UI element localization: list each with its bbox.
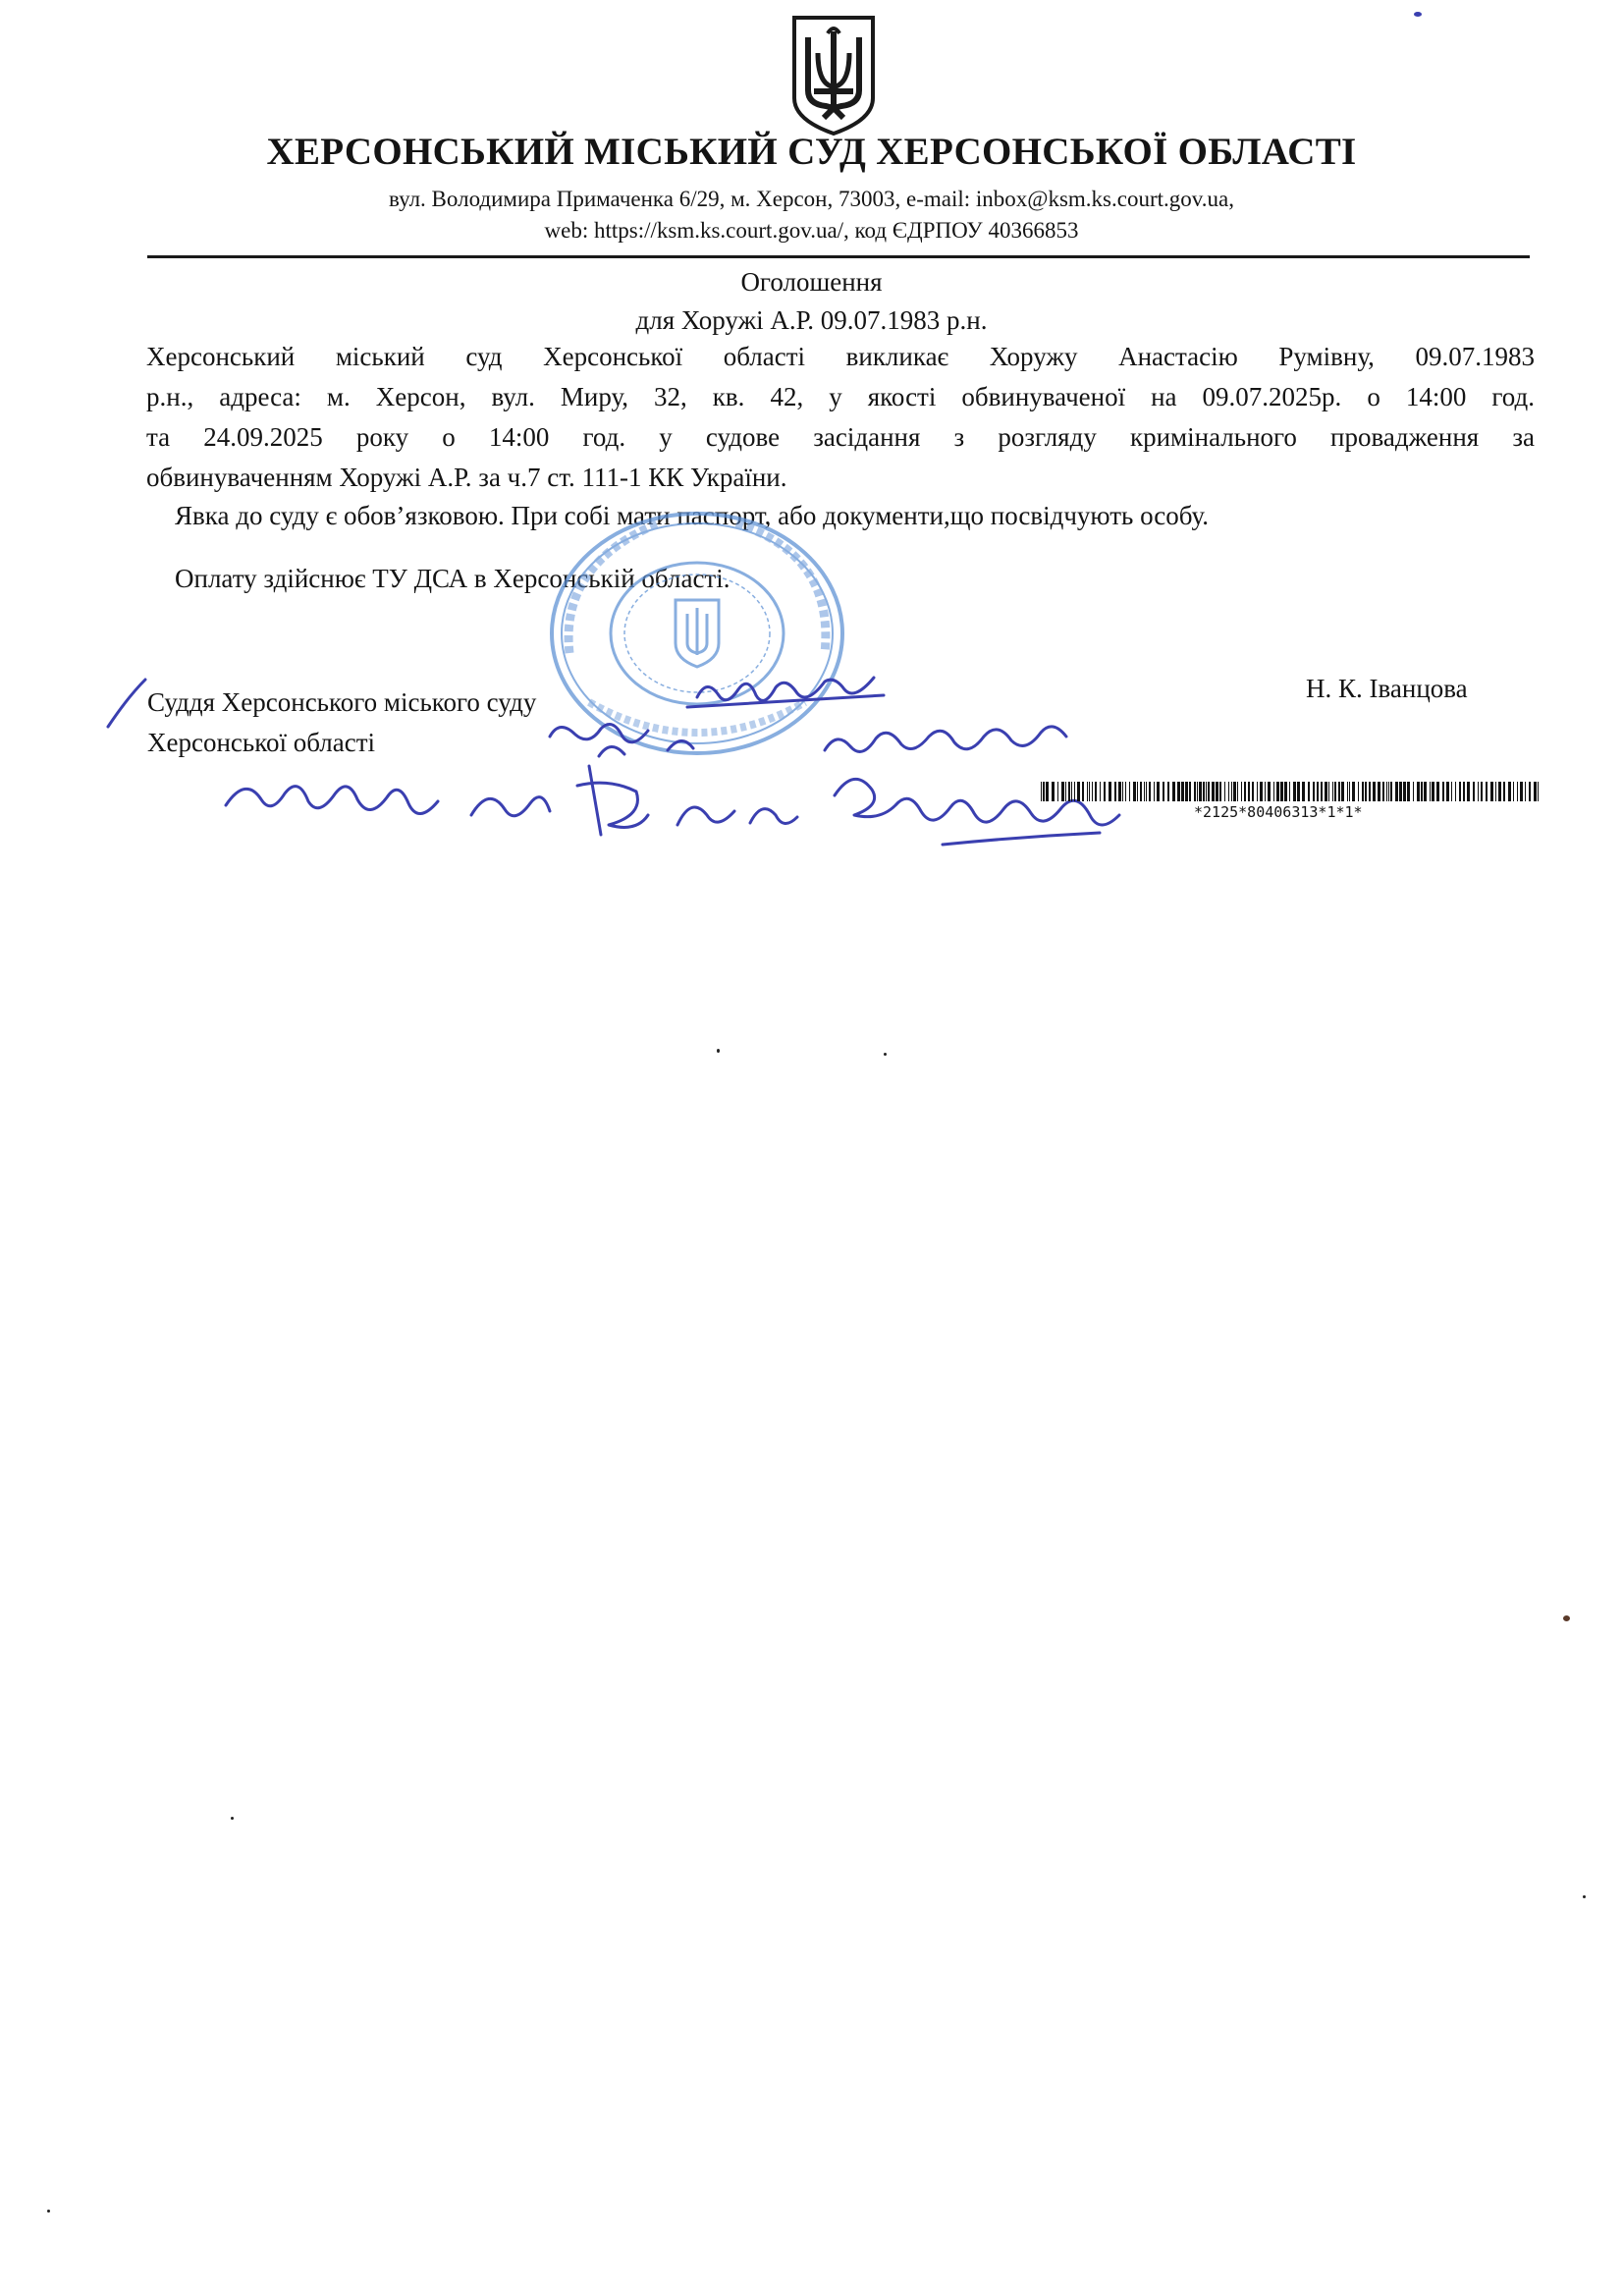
barcode-bar bbox=[1154, 782, 1155, 801]
barcode-bar bbox=[1520, 782, 1523, 801]
barcode-bar bbox=[1352, 782, 1355, 801]
barcode-bar bbox=[1430, 782, 1431, 801]
barcode-bar bbox=[1362, 782, 1364, 801]
barcode-bar bbox=[1436, 782, 1439, 801]
barcode-bar bbox=[1129, 782, 1130, 801]
barcode-bar bbox=[1228, 782, 1229, 801]
barcode-bar bbox=[1065, 782, 1066, 801]
barcode-bar bbox=[1424, 782, 1427, 801]
barcode-bar bbox=[1455, 782, 1456, 801]
barcode-bar bbox=[1373, 782, 1376, 801]
barcode bbox=[1041, 782, 1542, 801]
barcode-bar bbox=[1194, 782, 1196, 801]
barcode-bar bbox=[1181, 782, 1184, 801]
barcode-bar bbox=[1104, 782, 1106, 801]
barcode-bar bbox=[1237, 782, 1238, 801]
barcode-bar bbox=[1122, 782, 1123, 801]
barcode-bar bbox=[1216, 782, 1218, 801]
barcode-bar bbox=[1313, 782, 1315, 801]
barcode-bar bbox=[1395, 782, 1398, 801]
barcode-bar bbox=[1273, 782, 1274, 801]
barcode-bar bbox=[1473, 782, 1475, 801]
scan-speck bbox=[1583, 1895, 1586, 1898]
barcode-bar bbox=[1203, 782, 1205, 801]
barcode-bar bbox=[1481, 782, 1483, 801]
barcode-bar bbox=[1163, 782, 1164, 801]
barcode-bar bbox=[1432, 782, 1434, 801]
scan-speck bbox=[717, 1049, 720, 1053]
barcode-bar bbox=[1149, 782, 1151, 801]
barcode-bar bbox=[1082, 782, 1084, 801]
barcode-bar bbox=[1224, 782, 1225, 801]
scan-speck bbox=[1563, 1615, 1570, 1621]
barcode-bar bbox=[1378, 782, 1380, 801]
scan-speck bbox=[47, 2210, 50, 2213]
barcode-bar bbox=[1386, 782, 1387, 801]
barcode-bar bbox=[1167, 782, 1169, 801]
barcode-bar bbox=[1467, 782, 1470, 801]
barcode-bar bbox=[1325, 782, 1327, 801]
scan-speck bbox=[884, 1053, 887, 1056]
barcode-bar bbox=[1185, 782, 1188, 801]
barcode-bar bbox=[1092, 782, 1093, 801]
barcode-bar bbox=[1413, 782, 1414, 801]
barcode-bar bbox=[1052, 782, 1055, 801]
announcement-subtitle: для Хоружі А.Р. 09.07.1983 р.н. bbox=[635, 305, 988, 335]
body-line: та 24.09.2025 року о 14:00 год. у судове засідання з розгляду кримінального провадження за bbox=[146, 422, 1535, 452]
barcode-bar bbox=[1118, 782, 1121, 801]
barcode-bar bbox=[1498, 782, 1501, 801]
handwritten-signature bbox=[98, 668, 1159, 864]
barcode-bar bbox=[1133, 782, 1136, 801]
judge-name: Н. К. Іванцова bbox=[1306, 674, 1468, 703]
barcode-bar bbox=[1276, 782, 1279, 801]
barcode-bar bbox=[1525, 782, 1526, 801]
barcode-bar bbox=[1089, 782, 1090, 801]
barcode-bar bbox=[1347, 782, 1348, 801]
barcode-bar bbox=[1206, 782, 1207, 801]
barcode-bar bbox=[1114, 782, 1116, 801]
barcode-bar bbox=[1495, 782, 1496, 801]
court-web-line: web: https://ksm.ks.court.gov.ua/, код ЄДРПОУ 40366853 bbox=[544, 218, 1079, 243]
scan-speck bbox=[231, 1817, 234, 1820]
body-line: обвинуваченням Хоружі А.Р. за ч.7 ст. 111-1 КК України. bbox=[146, 463, 787, 492]
barcode-bar bbox=[1332, 782, 1333, 801]
barcode-bar bbox=[1421, 782, 1423, 801]
barcode-bar bbox=[1061, 782, 1064, 801]
announcement-title: Оголошення bbox=[740, 267, 883, 297]
barcode-bar bbox=[1328, 782, 1329, 801]
barcode-bar bbox=[1280, 782, 1283, 801]
barcode-bar bbox=[1095, 782, 1097, 801]
attendance-paragraph: Явка до суду є обов’язковою. При собі мати паспорт, або документи,що посвідчують особу. bbox=[175, 501, 1210, 530]
barcode-bar bbox=[1399, 782, 1402, 801]
barcode-bar bbox=[1349, 782, 1350, 801]
barcode-bar bbox=[1338, 782, 1340, 801]
barcode-bar bbox=[1463, 782, 1465, 801]
barcode-bar bbox=[1257, 782, 1258, 801]
judge-title-line: Суддя Херсонського міського суду bbox=[147, 687, 537, 717]
barcode-bar bbox=[1231, 782, 1232, 801]
barcode-bar bbox=[1513, 782, 1514, 801]
barcode-bar bbox=[1446, 782, 1449, 801]
barcode-number: *2125*80406313*1*1* bbox=[1194, 803, 1363, 821]
judge-region-line: Херсонської області bbox=[147, 728, 376, 757]
barcode-bar bbox=[1140, 782, 1142, 801]
barcode-bar bbox=[1490, 782, 1493, 801]
barcode-bar bbox=[1041, 782, 1042, 801]
barcode-bar bbox=[1289, 782, 1290, 801]
barcode-bar bbox=[1529, 782, 1531, 801]
barcode-bar bbox=[1146, 782, 1147, 801]
barcode-bar bbox=[1407, 782, 1410, 801]
barcode-bar bbox=[1308, 782, 1310, 801]
body-line: р.н., адреса: м. Херсон, вул. Миру, 32, кв. 42, у якості обвинуваченої на 09.07.2025р. о 14:00 год. bbox=[146, 382, 1535, 411]
barcode-bar bbox=[1244, 782, 1246, 801]
barcode-bar bbox=[1197, 782, 1198, 801]
barcode-bar bbox=[1268, 782, 1271, 801]
barcode-bar bbox=[1212, 782, 1215, 801]
barcode-bar bbox=[1341, 782, 1344, 801]
barcode-bar bbox=[1241, 782, 1242, 801]
barcode-bar bbox=[1252, 782, 1254, 801]
barcode-bar bbox=[1459, 782, 1461, 801]
barcode-bar bbox=[1534, 782, 1537, 801]
trident-emblem-icon bbox=[788, 14, 879, 137]
barcode-bar bbox=[1157, 782, 1160, 801]
court-title: ХЕРСОНСЬКИЙ МІСЬКИЙ СУД ХЕРСОНСЬКОЇ ОБЛАСТІ bbox=[266, 131, 1357, 173]
barcode-bar bbox=[1071, 782, 1072, 801]
barcode-bar bbox=[1486, 782, 1488, 801]
barcode-bar bbox=[1074, 782, 1075, 801]
barcode-bar bbox=[1390, 782, 1392, 801]
barcode-bar bbox=[1068, 782, 1070, 801]
barcode-bar bbox=[1403, 782, 1406, 801]
barcode-bar bbox=[1365, 782, 1367, 801]
barcode-bar bbox=[1260, 782, 1263, 801]
barcode-bar bbox=[1077, 782, 1080, 801]
barcode-bar bbox=[1137, 782, 1138, 801]
barcode-bar bbox=[1109, 782, 1111, 801]
barcode-bar bbox=[1043, 782, 1045, 801]
barcode-bar bbox=[1284, 782, 1287, 801]
barcode-bar bbox=[1478, 782, 1479, 801]
barcode-bar bbox=[1503, 782, 1505, 801]
barcode-bar bbox=[1358, 782, 1359, 801]
barcode-bar bbox=[1199, 782, 1202, 801]
barcode-bar bbox=[1369, 782, 1371, 801]
barcode-bar bbox=[1172, 782, 1175, 801]
payment-paragraph: Оплату здійснює ТУ ДСА в Херсонській області. bbox=[175, 564, 730, 593]
barcode-bar bbox=[1417, 782, 1420, 801]
barcode-bar bbox=[1046, 782, 1049, 801]
court-address-line: вул. Володимира Примаченка 6/29, м. Херсон, 73003, e-mail: inbox@ksm.ks.court.gov.ua, bbox=[389, 187, 1234, 211]
barcode-bar bbox=[1451, 782, 1452, 801]
barcode-bar bbox=[1248, 782, 1250, 801]
barcode-bar bbox=[1125, 782, 1126, 801]
barcode-bar bbox=[1208, 782, 1210, 801]
barcode-bar bbox=[1144, 782, 1145, 801]
barcode-bar bbox=[1538, 782, 1539, 801]
barcode-bar bbox=[1293, 782, 1296, 801]
barcode-bar bbox=[1317, 782, 1319, 801]
barcode-bar bbox=[1442, 782, 1444, 801]
barcode-bar bbox=[1265, 782, 1266, 801]
barcode-bar bbox=[1334, 782, 1336, 801]
barcode-bar bbox=[1177, 782, 1180, 801]
barcode-bar bbox=[1382, 782, 1384, 801]
barcode-bar bbox=[1189, 782, 1191, 801]
letterhead-divider bbox=[147, 255, 1530, 258]
scan-speck bbox=[1414, 12, 1422, 17]
barcode-bar bbox=[1517, 782, 1518, 801]
body-line: Херсонський міський суд Херсонської області викликає Хоружу Анастасію Румівну, 09.07.1983 bbox=[146, 342, 1535, 371]
barcode-bar bbox=[1057, 782, 1058, 801]
barcode-bar bbox=[1219, 782, 1221, 801]
barcode-bar bbox=[1302, 782, 1305, 801]
barcode-bar bbox=[1100, 782, 1101, 801]
barcode-bar bbox=[1233, 782, 1236, 801]
barcode-bar bbox=[1087, 782, 1088, 801]
barcode-bar bbox=[1321, 782, 1323, 801]
barcode-bar bbox=[1508, 782, 1511, 801]
barcode-bar bbox=[1297, 782, 1300, 801]
barcode-bar bbox=[1388, 782, 1389, 801]
